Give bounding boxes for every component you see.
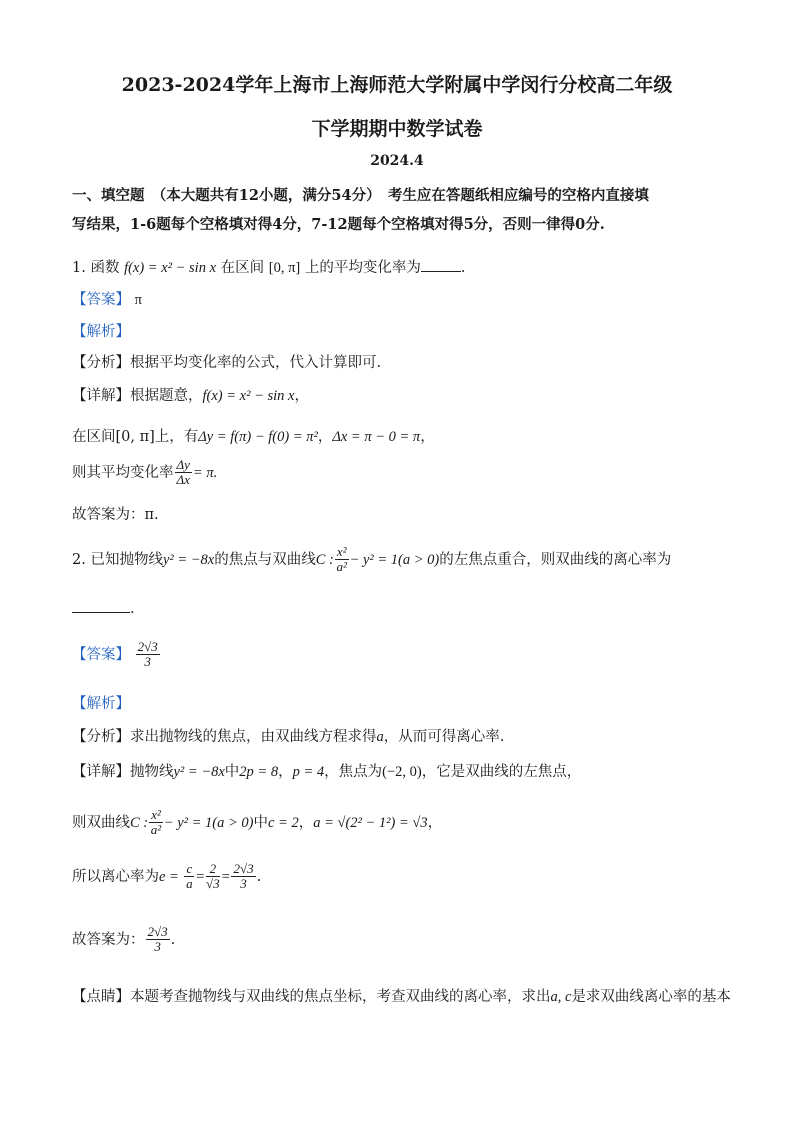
q2-hyperbola-fraction: $\frac{\text{x²}}{\text{a²}}$ — [336, 544, 347, 575]
q1-interval: [0, π] — [268, 260, 301, 276]
q1-detail-line2: 在区间[0, π]上，有Δy = f(π) − f(0) = π²，Δx = π − 0 = π， — [72, 429, 435, 445]
q2-stem-line2: . — [72, 600, 135, 617]
q2-comment: 【点睛】本题考查抛物线与双曲线的焦点坐标，考查双曲线的离心率，求出a, c是求双曲线离心率的基本 — [72, 989, 731, 1005]
q1-answer-blank — [421, 259, 461, 272]
exam-title-line2: 下学期期中数学试卷 — [311, 118, 483, 140]
q1-rate-fraction: $\frac{\Delta y}{\Delta x}$ — [176, 457, 190, 488]
section-header-line1: 一、填空题 （本大题共有12小题，满分54分） 考生应在答题纸相应编号的空格内直接填 — [72, 187, 649, 204]
q2-stem: 2. 已知抛物线y² = −8x的焦点与双曲线C : $\frac{\text{x²}}{\text{a²}}$ − y² = 1(a > 0)的左焦点重合，则双曲线的离心率为 — [72, 544, 672, 575]
q2-answer-blank — [72, 600, 130, 613]
q2-detail-line2: 则双曲线C : $\frac{\text{x²}}{\text{a²}}$ − y² = 1(a > 0)中c = 2，a = √(2² − 1²) = √3， — [72, 807, 443, 838]
q1-fenxi: 【分析】根据平均变化率的公式，代入计算即可. — [72, 355, 382, 371]
q1-analysis-tag: 【解析】 — [72, 324, 130, 340]
q2-detail-line3: 所以离心率为e = $\frac{c}{a}$ = $\frac{2}{√3}$ = $\frac{2√3}{3}$ . — [72, 861, 262, 892]
q1-final: 故答案为：π. — [72, 507, 159, 523]
exam-title-line1: 2023-2024学年上海市上海师范大学附属中学闵行分校高二年级 — [121, 74, 673, 96]
q2-analysis-tag: 【解析】 — [72, 696, 130, 712]
q2-answer: 【答案】 $\frac{2√3}{3}$ — [72, 639, 158, 670]
q2-fenxi: 【分析】求出抛物线的焦点，由双曲线方程求得a，从而可得离心率. — [72, 729, 505, 745]
q2-final: 故答案为： $\frac{2√3}{3}$ . — [72, 924, 176, 955]
answer-tag: 【答案】 — [72, 292, 130, 308]
q1-detail-line1: 【详解】根据题意，f(x) = x² − sin x， — [72, 388, 309, 404]
q1-stem: 1. 函数 f(x) = x² − sin x 在区间 [0, π] 上的平均变化率为 . — [72, 260, 466, 276]
exam-date: 2024.4 — [370, 153, 424, 169]
q1-answer: 【答案】 π — [72, 292, 142, 308]
q2-detail-line1: 【详解】抛物线y² = −8x中2p = 8，p = 4，焦点为(−2, 0)，它是双曲线的左焦点， — [72, 764, 582, 780]
section-header-line2: 写结果，1-6题每个空格填对得4分，7-12题每个空格填对得5分，否则一律得0分. — [72, 216, 605, 233]
q1-detail-line3: 则其平均变化率 $\frac{\Delta y}{\Delta x}$ = π. — [72, 457, 218, 488]
q1-function: f(x) = x² − sin x — [124, 260, 217, 276]
